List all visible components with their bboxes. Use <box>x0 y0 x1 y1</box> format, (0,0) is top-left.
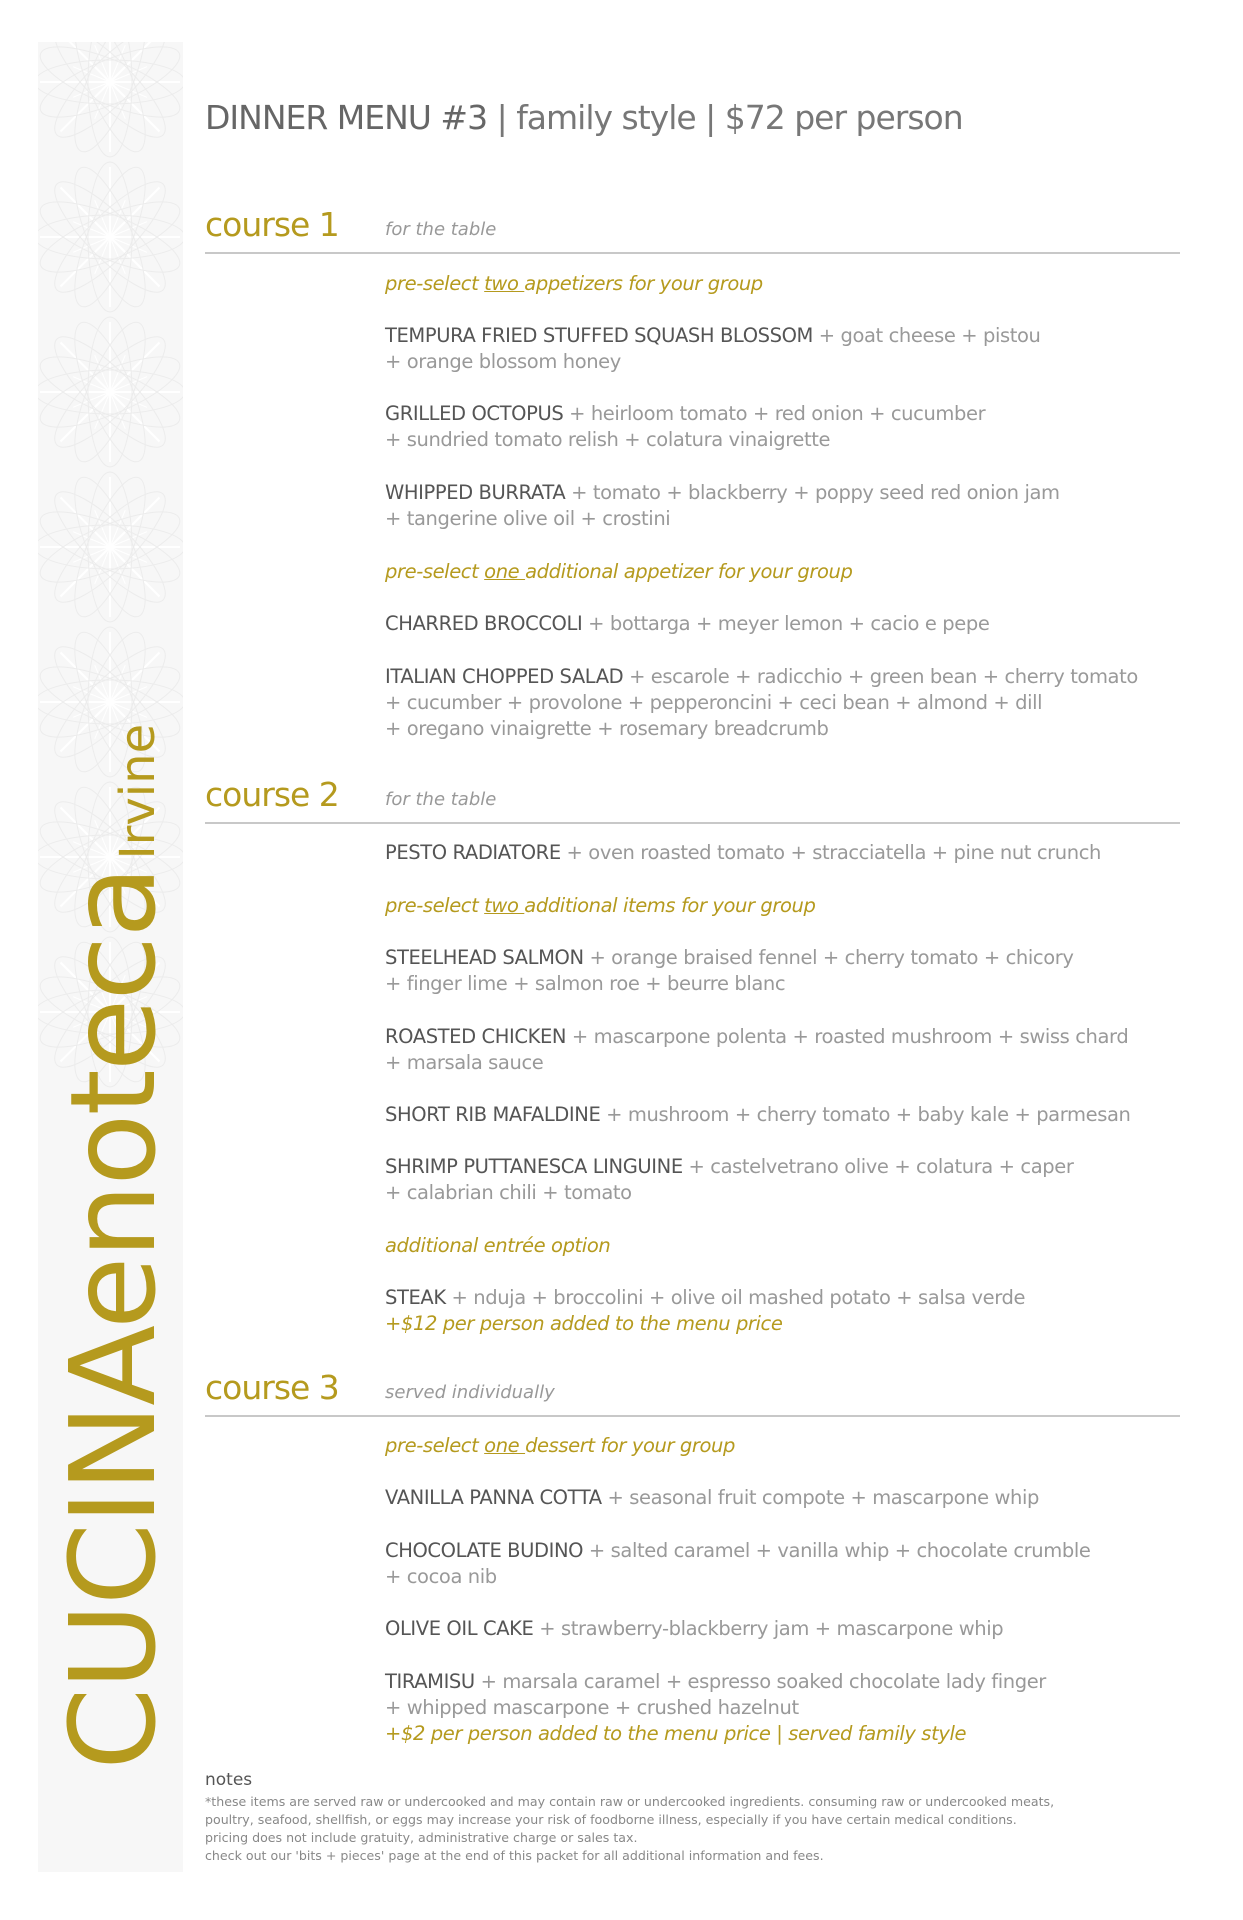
menu-item <box>385 1485 1039 1511</box>
menu-item <box>385 1102 1130 1128</box>
price-note: +$2 per person added to the menu price | served family style <box>385 1722 967 1745</box>
menu-item <box>385 401 985 427</box>
dish-description: + marsala caramel + espresso soaked chocolate lady finger <box>474 1670 1046 1693</box>
dish-description-cont: + sundried tomato relish + colatura vinaigrette <box>385 428 831 451</box>
selection-instruction: additional entrée option <box>385 1234 611 1257</box>
dish-name: TIRAMISU <box>385 1670 475 1693</box>
starburst-motif <box>38 159 183 314</box>
notes-line: check out our 'bits + pieces' page at the end of this packet for all additional information and fees. <box>205 1848 824 1863</box>
selection-instruction: pre-select one dessert for your group <box>385 1434 735 1457</box>
dish-description-cont: + marsala sauce <box>385 1051 544 1074</box>
menu-item <box>385 664 1138 690</box>
notes-line: poultry, seafood, shellfish, or eggs may increase your risk of foodborne illness, especially if you have certain medical conditions. <box>205 1812 1017 1827</box>
dish-name: ITALIAN CHOPPED SALAD <box>385 665 624 688</box>
course-2-header <box>205 775 1180 824</box>
menu-item <box>385 840 1101 866</box>
dish-name: SHRIMP PUTTANESCA LINGUINE <box>385 1155 683 1178</box>
notes-line: *these items are served raw or undercooked and may contain raw or undercooked ingredients. consuming raw or undercooked meats, <box>205 1794 1055 1809</box>
dish-description-cont: + oregano vinaigrette + rosemary breadcrumb <box>385 717 829 740</box>
dish-name: VANILLA PANNA COTTA <box>385 1486 602 1509</box>
menu-item <box>385 611 989 637</box>
dish-name: STEELHEAD SALMON <box>385 946 584 969</box>
course-subtitle: served individually <box>385 1382 555 1403</box>
menu-item <box>385 1285 1025 1311</box>
notes-line: pricing does not include gratuity, administrative charge or sales tax. <box>205 1830 638 1845</box>
dish-description-cont: + whipped mascarpone + crushed hazelnut <box>385 1696 799 1719</box>
dish-description: + bottarga + meyer lemon + cacio e pepe <box>582 612 990 635</box>
dish-description: + tomato + blackberry + poppy seed red onion jam <box>565 481 1060 504</box>
menu-item <box>385 1024 1128 1050</box>
dish-name: ROASTED CHICKEN <box>385 1025 567 1048</box>
dish-description: + salted caramel + vanilla whip + chocolate crumble <box>583 1539 1091 1562</box>
selection-instruction: pre-select two additional items for your group <box>385 894 816 917</box>
dish-description: + escarole + radicchio + green bean + cherry tomato <box>623 665 1138 688</box>
dish-description: + mushroom + cherry tomato + baby kale + parmesan <box>600 1103 1131 1126</box>
menu-item <box>385 1616 1003 1642</box>
dish-description: + oven roasted tomato + stracciatella + pine nut crunch <box>560 841 1101 864</box>
dish-name: GRILLED OCTOPUS <box>385 402 564 425</box>
dish-description: + mascarpone polenta + roasted mushroom + swiss chard <box>566 1025 1129 1048</box>
dish-description-cont: + orange blossom honey <box>385 350 621 373</box>
menu-item <box>385 945 1073 971</box>
price-note: +$12 per person added to the menu price <box>385 1312 783 1335</box>
selection-instruction: pre-select one additional appetizer for your group <box>385 560 853 583</box>
selection-instruction: pre-select two appetizers for your group <box>385 272 763 295</box>
dish-name: CHARRED BROCCOLI <box>385 612 583 635</box>
dish-name: STEAK <box>385 1286 446 1309</box>
dish-description: + seasonal fruit compote + mascarpone whip <box>601 1486 1039 1509</box>
dish-description: + heirloom tomato + red onion + cucumber <box>563 402 986 425</box>
dish-description-cont: + cocoa nib <box>385 1565 497 1588</box>
dish-name: OLIVE OIL CAKE <box>385 1617 534 1640</box>
menu-item <box>385 1669 1046 1695</box>
dish-name: SHORT RIB MAFALDINE <box>385 1103 601 1126</box>
menu-item <box>385 1154 1073 1180</box>
page-title <box>205 98 963 137</box>
course-subtitle: for the table <box>385 219 497 240</box>
menu-item <box>385 1538 1090 1564</box>
brand-location: Irvine <box>110 723 166 860</box>
menu-item <box>385 323 1040 349</box>
dish-name: TEMPURA FRIED STUFFED SQUASH BLOSSOM <box>385 324 813 347</box>
course-3-header <box>205 1368 1180 1417</box>
menu-item <box>385 480 1060 506</box>
dish-description: + castelvetrano olive + colatura + caper <box>682 1155 1074 1178</box>
course-title: course 2 <box>205 775 339 814</box>
starburst-motif <box>38 469 183 624</box>
course-title: course 1 <box>205 205 339 244</box>
dish-description-cont: + cucumber + provolone + pepperoncini + ceci bean + almond + dill <box>385 691 1043 714</box>
course-title: course 3 <box>205 1368 339 1407</box>
dish-description-cont: + tangerine olive oil + crostini <box>385 507 671 530</box>
dish-description-cont: + calabrian chili + tomato <box>385 1181 632 1204</box>
dish-name: PESTO RADIATORE <box>385 841 561 864</box>
dish-name: WHIPPED BURRATA <box>385 481 566 504</box>
notes-text <box>205 1793 1054 1865</box>
starburst-motif <box>38 314 183 469</box>
menu-pricing: | family style | $72 per person <box>487 98 963 137</box>
course-subtitle: for the table <box>385 789 497 810</box>
dish-description: + nduja + broccolini + olive oil mashed potato + salsa verde <box>445 1286 1026 1309</box>
brand-name: CUCINAenoteca <box>44 867 182 1770</box>
menu-name: DINNER MENU #3 <box>205 98 488 137</box>
starburst-motif <box>38 42 183 160</box>
notes-heading: notes <box>205 1770 253 1790</box>
brand-logo <box>44 724 182 1770</box>
dish-description-cont: + finger lime + salmon roe + beurre blanc <box>385 972 786 995</box>
course-1-header <box>205 205 1180 254</box>
dish-description: + strawberry-blackberry jam + mascarpone whip <box>533 1617 1004 1640</box>
dish-description: + goat cheese + pistou <box>812 324 1041 347</box>
dish-description: + orange braised fennel + cherry tomato + chicory <box>583 946 1074 969</box>
dish-name: CHOCOLATE BUDINO <box>385 1539 584 1562</box>
